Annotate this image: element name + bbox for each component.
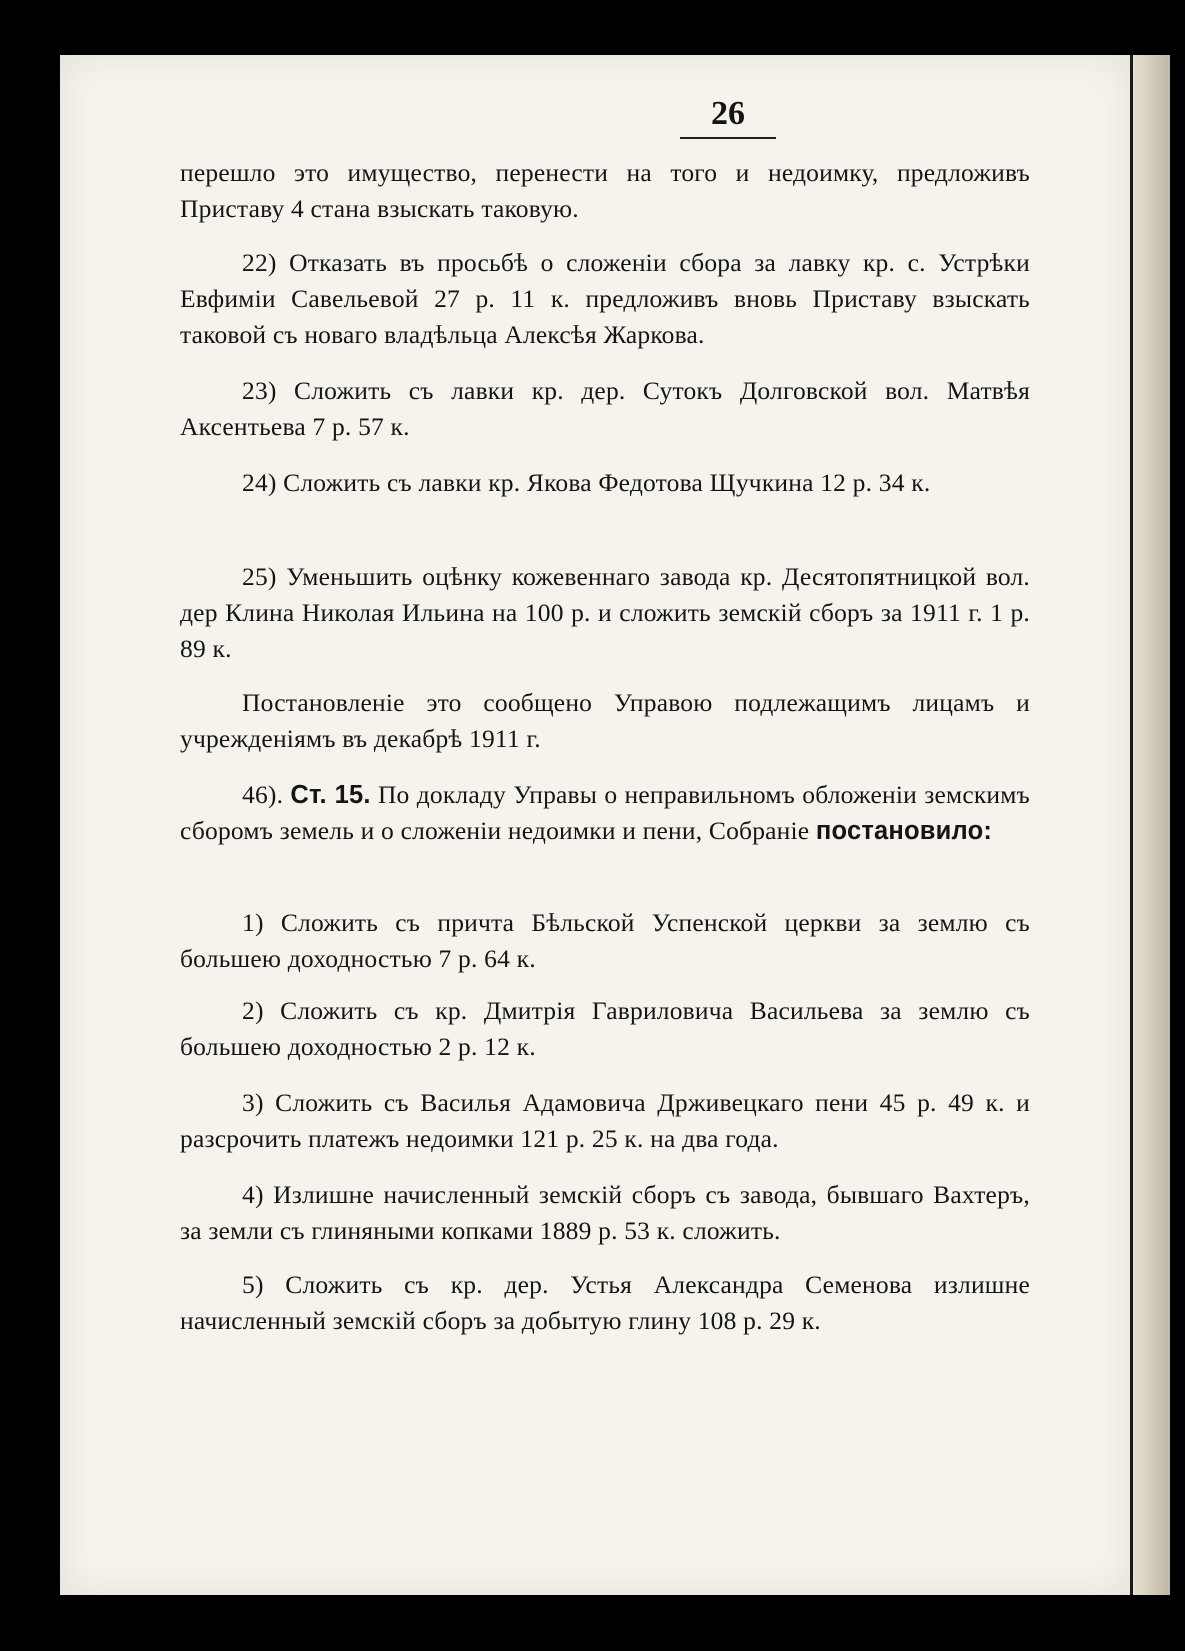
paragraph-resolution-note: Постановленіе это сообщено Управою подлежащимъ лицамъ и учрежденіямъ въ декабрѣ 1911 г. [180, 688, 1030, 753]
page-number-rule [680, 137, 776, 139]
list-item-4: 4) Излишне начисленный земскій сборъ съ завода, бывшаго Вахтеръ, за земли съ глиняными копками 1889 р. 53 к. сложить. [180, 1180, 1030, 1245]
paragraph-item-22: 22) Отказать въ просьбѣ о сложеніи сбора за лавку кр. с. Устрѣки Евфиміи Савельевой 27 р. 11 к. предложивъ вновь Приставу взыскать таковой съ новаго владѣльца Алексѣя Жаркова. [180, 248, 1030, 349]
list-item-1: 1) Сложить съ причта Бѣльской Успенской церкви за землю съ большею доходностью 7 р. 64 к. [180, 908, 1030, 973]
page-number: 26 [711, 95, 745, 132]
article-st-label: Ст. 15. [290, 781, 371, 809]
article-resolved: постановило: [815, 817, 993, 845]
list-item-5: 5) Сложить съ кр. дер. Устья Александра Семенова излишне начисленный земскій сборъ за добытую глину 108 р. 29 к. [180, 1270, 1030, 1335]
book-spine [1130, 55, 1170, 1595]
paragraph-item-24: 24) Сложить съ лавки кр. Якова Федотова Щучкина 12 р. 34 к. [242, 468, 931, 497]
article-text: По докладу Управы о неправильномъ обложеніи земскимъ сборомъ земель и о сложеніи недоимки и пени, Собраніе [180, 780, 1030, 845]
list-item-2: 2) Сложить съ кр. Дмитрія Гавриловича Васильева за землю съ большею доходностью 2 р. 12 к. [180, 996, 1030, 1061]
paragraph-article [180, 777, 1030, 849]
paragraph-item-25: 25) Уменьшить оцѣнку кожевеннаго завода кр. Десятопятницкой вол. дер Клина Николая Ильина на 100 р. и сложить земскій сборъ за 1911 г. 1 р. 89 к. [180, 562, 1030, 663]
article-number: 46). [242, 780, 284, 809]
list-item-3: 3) Сложить съ Василья Адамовича Држивецкаго пени 45 р. 49 к. и разсрочить платежъ недоимки 121 р. 25 к. на два года. [180, 1088, 1030, 1153]
paragraph-item-23: 23) Сложить съ лавки кр. дер. Сутокъ Долговской вол. Матвѣя Аксентьева 7 р. 57 к. [180, 376, 1030, 441]
page-edge-line [1130, 55, 1133, 1595]
document-page [60, 55, 1130, 1595]
paragraph-continuation: перешло это имущество, перенести на того и недоимку, предложивъ Приставу 4 стана взыскать таковую. [180, 158, 1030, 223]
